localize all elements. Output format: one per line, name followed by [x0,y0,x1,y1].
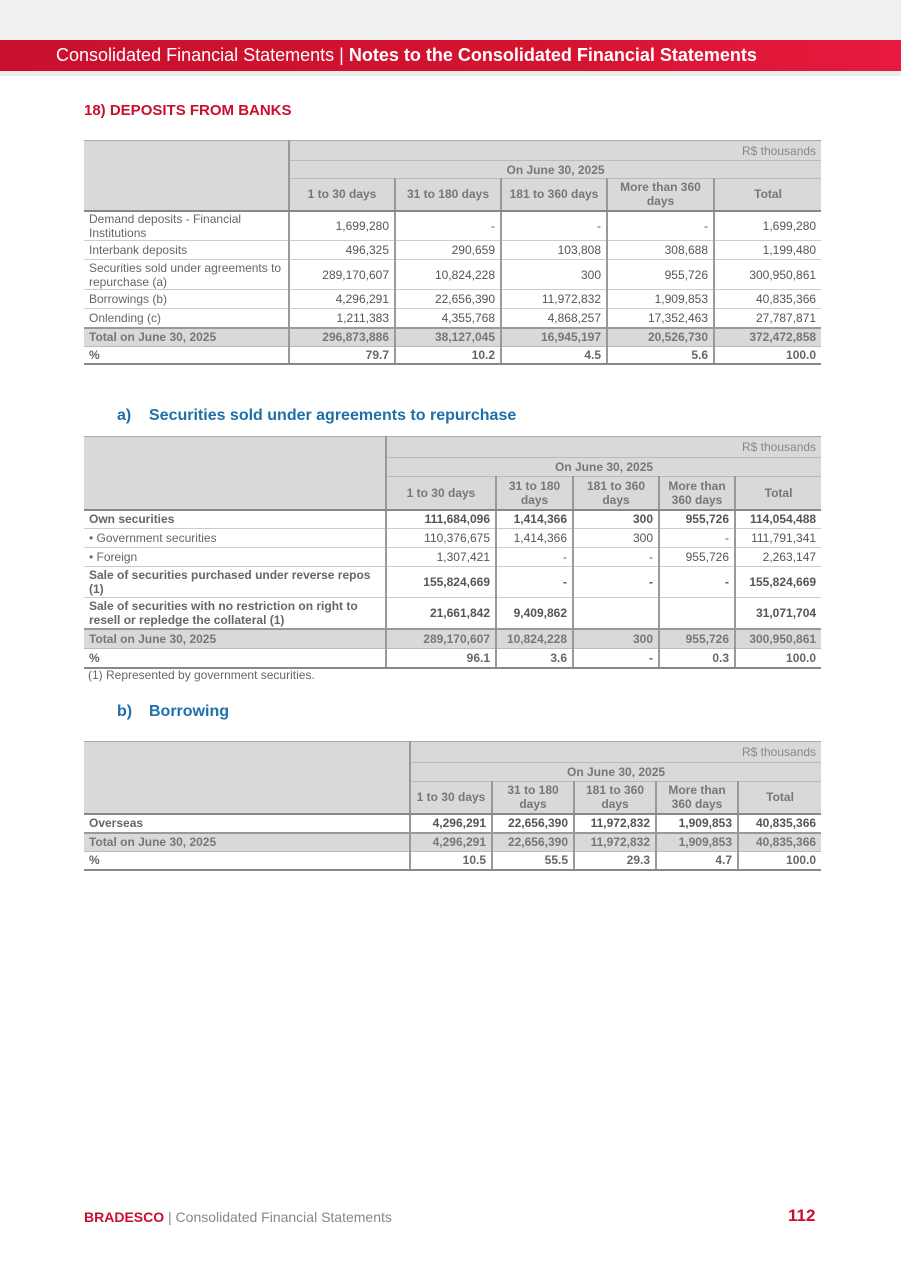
cell-value: 290,659 [395,241,501,260]
cell-value: 31,071,704 [735,598,821,629]
unit-label: R$ thousands [410,742,821,763]
cell-value: 300 [573,629,659,649]
subsection-letter: a) [117,407,132,424]
cell-value: 17,352,463 [607,309,714,328]
borrowing-table [84,741,821,871]
cell-value: 300,950,861 [714,260,821,290]
cell-value: 3.6 [496,649,573,668]
column-header: More than 360 days [656,782,738,814]
cell-value: 20,526,730 [607,328,714,347]
cell-value: 4,868,257 [501,309,607,328]
column-header: 181 to 360 days [573,477,659,510]
cell-value: 1,307,421 [386,548,496,567]
cell-value: 9,409,862 [496,598,573,629]
cell-value: 110,376,675 [386,529,496,548]
column-header: More than 360 days [607,179,714,211]
column-header: 31 to 180 days [395,179,501,211]
column-header: 1 to 30 days [386,477,496,510]
cell-value: 289,170,607 [289,260,395,290]
cell-value: 155,824,669 [386,567,496,598]
cell-value: 100.0 [735,649,821,668]
row-label: % [84,347,289,364]
table-corner [84,742,410,814]
cell-value: 11,972,832 [574,833,656,852]
header-shadow [0,71,901,76]
cell-value: - [607,211,714,241]
repurchase-table [84,436,821,669]
cell-value: 955,726 [607,260,714,290]
footer-brand: BRADESCO [84,1209,165,1225]
table-row [84,567,821,598]
table-row [84,814,821,833]
column-header: 1 to 30 days [289,179,395,211]
cell-value: 4.7 [656,852,738,870]
cell-value: 289,170,607 [386,629,496,649]
percent-row [84,347,821,364]
column-header: 1 to 30 days [410,782,492,814]
cell-value: 300 [573,510,659,529]
page-header-banner [0,40,901,71]
cell-value: - [573,567,659,598]
cell-value: 4,355,768 [395,309,501,328]
table-corner [84,437,386,510]
table-row [84,548,821,567]
row-label: • Foreign [84,548,386,567]
table-row [84,309,821,328]
footnote: (1) Represented by government securities. [88,668,315,682]
cell-value: 4,296,291 [410,833,492,852]
cell-value: 10,824,228 [496,629,573,649]
cell-value: 955,726 [659,548,735,567]
cell-value: 1,909,853 [607,290,714,309]
cell-value: - [659,567,735,598]
column-header: 181 to 360 days [574,782,656,814]
cell-value: 11,972,832 [574,814,656,833]
row-label: Demand deposits - Financial Institutions [84,211,289,241]
cell-value: 496,325 [289,241,395,260]
cell-value: - [496,567,573,598]
row-label: Overseas [84,814,410,833]
cell-value: 55.5 [492,852,574,870]
column-header: Total [738,782,821,814]
subsection-title-repurchase [117,407,516,425]
cell-value: 100.0 [714,347,821,364]
cell-value: 1,211,383 [289,309,395,328]
cell-value: 10.5 [410,852,492,870]
percent-row [84,852,821,870]
cell-value: 308,688 [607,241,714,260]
cell-value: 1,909,853 [656,814,738,833]
cell-value: 4,296,291 [289,290,395,309]
table-row [84,290,821,309]
column-header: Total [735,477,821,510]
page-number: 112 [788,1206,816,1225]
cell-value: - [573,548,659,567]
row-label: Borrowings (b) [84,290,289,309]
cell-value: 22,656,390 [492,814,574,833]
cell-value: 4,296,291 [410,814,492,833]
cell-value: 955,726 [659,629,735,649]
row-label: Total on June 30, 2025 [84,629,386,649]
subsection-letter: b) [117,703,133,720]
cell-value: 22,656,390 [492,833,574,852]
total-row [84,629,821,649]
cell-value: 4.5 [501,347,607,364]
cell-value: - [496,548,573,567]
cell-value: - [573,649,659,668]
cell-value [659,598,735,629]
total-row [84,328,821,347]
cell-value: 296,873,886 [289,328,395,347]
page-footer [84,1209,392,1225]
cell-value: 114,054,488 [735,510,821,529]
table-row [84,598,821,629]
cell-value: 2,263,147 [735,548,821,567]
row-label: Interbank deposits [84,241,289,260]
cell-value: 1,699,280 [289,211,395,241]
period-label: On June 30, 2025 [410,763,821,782]
cell-value: 300,950,861 [735,629,821,649]
unit-label: R$ thousands [386,437,821,458]
row-label: Sale of securities purchased under reverse repos (1) [84,567,386,598]
unit-label: R$ thousands [289,141,821,161]
subsection-title-borrowing [117,703,229,721]
cell-value: 1,909,853 [656,833,738,852]
cell-value: 300 [573,529,659,548]
column-header: More than 360 days [659,477,735,510]
row-label: Securities sold under agreements to repurchase (a) [84,260,289,290]
cell-value: 103,808 [501,241,607,260]
row-label: Own securities [84,510,386,529]
table-row [84,510,821,529]
row-label: Sale of securities with no restriction on right to resell or repledge the collateral (1) [84,598,386,629]
cell-value: 111,684,096 [386,510,496,529]
cell-value: 10.2 [395,347,501,364]
subsection-name: Securities sold under agreements to repurchase [149,407,517,424]
cell-value: 100.0 [738,852,821,870]
percent-row [84,649,821,668]
cell-value: 1,199,480 [714,241,821,260]
cell-value: 11,972,832 [501,290,607,309]
cell-value: - [659,529,735,548]
cell-value: 79.7 [289,347,395,364]
header-prefix: Consolidated Financial Statements [56,45,335,65]
cell-value: 96.1 [386,649,496,668]
cell-value: 27,787,871 [714,309,821,328]
row-label: Total on June 30, 2025 [84,328,289,347]
subsection-name: Borrowing [149,703,229,720]
column-header: 181 to 360 days [501,179,607,211]
cell-value: 40,835,366 [738,833,821,852]
footer-separator: | [164,1209,176,1225]
cell-value: 1,414,366 [496,529,573,548]
deposits-table [84,140,821,365]
table-row [84,211,821,241]
footer-text: Consolidated Financial Statements [175,1209,392,1225]
column-header: 31 to 180 days [496,477,573,510]
period-label: On June 30, 2025 [386,458,821,477]
header-title: Notes to the Consolidated Financial Statements [348,45,757,65]
cell-value: 38,127,045 [395,328,501,347]
header-separator: | [334,45,349,65]
cell-value: - [395,211,501,241]
row-label: • Government securities [84,529,386,548]
section-title-deposits: 18) DEPOSITS FROM BANKS [84,102,292,119]
cell-value: 40,835,366 [714,290,821,309]
table-row [84,260,821,290]
row-label: % [84,852,410,870]
cell-value: 29.3 [574,852,656,870]
column-header: Total [714,179,821,211]
row-label: % [84,649,386,668]
cell-value: 21,661,842 [386,598,496,629]
cell-value: 372,472,858 [714,328,821,347]
cell-value: - [501,211,607,241]
cell-value: 111,791,341 [735,529,821,548]
cell-value: 955,726 [659,510,735,529]
row-label: Total on June 30, 2025 [84,833,410,852]
cell-value: 5.6 [607,347,714,364]
column-header: 31 to 180 days [492,782,574,814]
cell-value: 40,835,366 [738,814,821,833]
total-row [84,833,821,852]
cell-value: 1,414,366 [496,510,573,529]
table-corner [84,141,289,211]
cell-value [573,598,659,629]
cell-value: 300 [501,260,607,290]
cell-value: 10,824,228 [395,260,501,290]
row-label: Onlending (c) [84,309,289,328]
cell-value: 0.3 [659,649,735,668]
cell-value: 22,656,390 [395,290,501,309]
period-label: On June 30, 2025 [289,161,821,179]
cell-value: 1,699,280 [714,211,821,241]
cell-value: 155,824,669 [735,567,821,598]
table-row [84,241,821,260]
top-strip [0,0,901,40]
cell-value: 16,945,197 [501,328,607,347]
table-row [84,529,821,548]
